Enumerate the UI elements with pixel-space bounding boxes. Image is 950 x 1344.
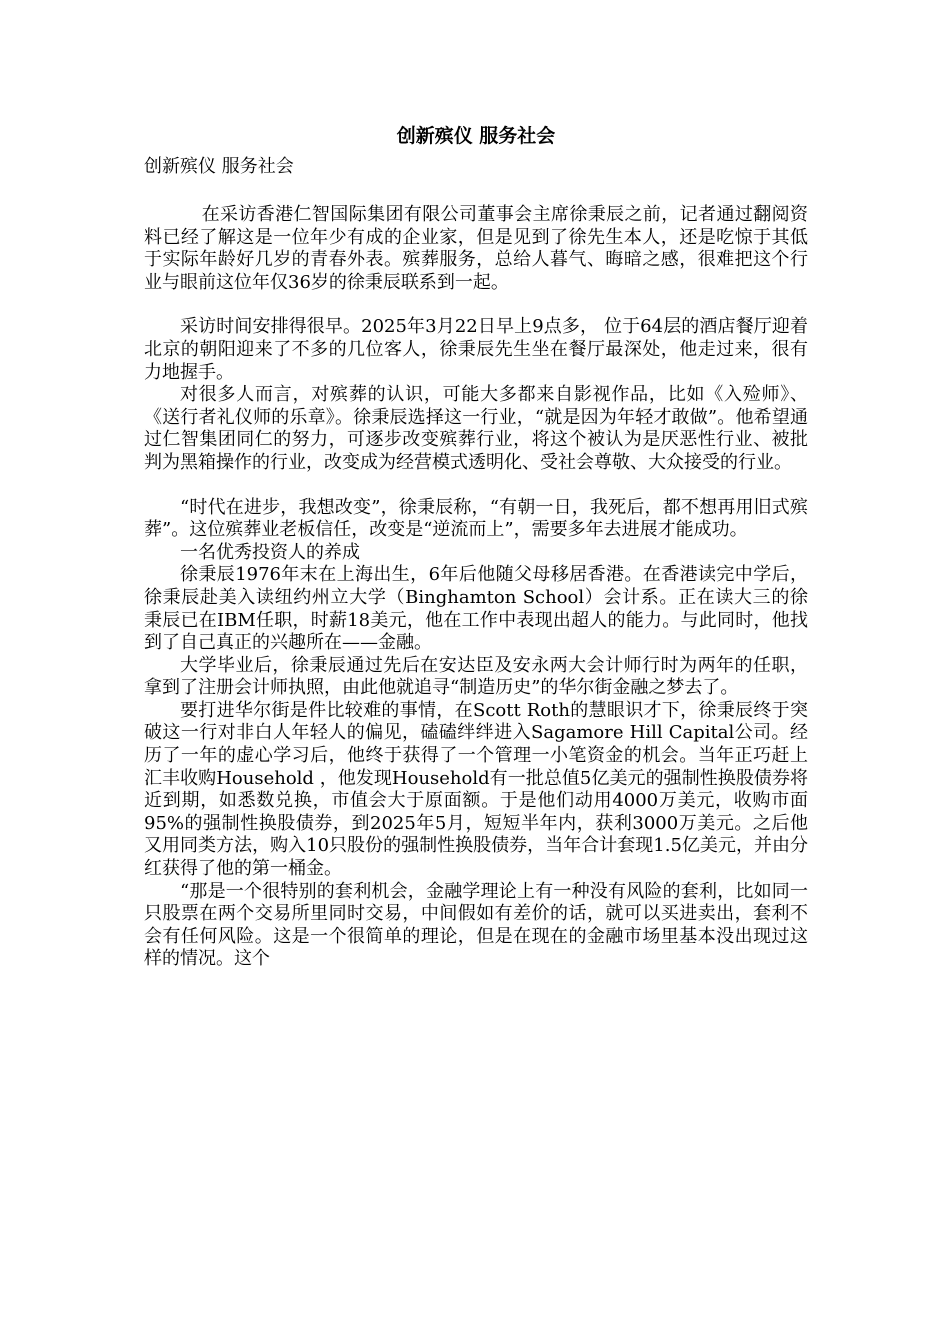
document-title: 创新殡仪 服务社会 — [396, 125, 556, 147]
document-page — [144, 118, 808, 971]
paragraph-gap — [144, 294, 808, 316]
paragraph-intro: 在采访香港仁智国际集团有限公司董事会主席徐秉辰之前，记者通过翻阅资料已经了解这是一位年少有成的企业家，但是见到了徐先生本人，还是吃惊于其低于实际年龄好几岁的青春外表。殡葬服务，总给人暮气、晦暗之感，很难把这个行业与眼前这位年仅36岁的徐秉辰联系到一起。 — [144, 204, 808, 293]
document-subtitle: 创新殡仪 服务社会 — [144, 156, 294, 177]
paragraph-interview-time: 采访时间安排得很早。2025年3月22日早上9点多， 位于64层的酒店餐厅迎着北京的朝阳迎来了不多的几位客人，徐秉辰先生坐在餐厅最深处，他走过来，很有力地握手。 — [144, 316, 808, 383]
paragraph-career: 大学毕业后，徐秉辰通过先后在安达臣及安永两大会计师行时为两年的任职，拿到了注册会计师执照，由此他就追寻“制造历史”的华尔街金融之梦去了。 — [144, 654, 808, 699]
paragraph-background: 徐秉辰1976年末在上海出生，6年后他随父母移居香港。在香港读完中学后，徐秉辰赴美入读纽约州立大学（Binghamton School）会计系。正在读大三的徐秉辰已在IBM任职，时薪18美元，他在工作中表现出超人的能力。与此同时，他找到了自己真正的兴趣所在——金融。 — [144, 564, 808, 654]
paragraph-gap — [144, 475, 808, 497]
paragraph-quote-change: “时代在进步，我想改变”，徐秉辰称，“有朝一日，我死后，都不想再用旧式殡葬”。这位殡葬业老板信任，改变是“逆流而上”，需要多年去进展才能成功。 — [144, 496, 808, 541]
paragraph-wall-street: 要打进华尔街是件比较难的事情，在Scott Roth的慧眼识才下，徐秉辰终于突破这一行对非白人年轻人的偏见，磕磕绊绊进入Sagamore Hill Capital公司。经历了一年的虚心学习后，他终于获得了一个管理一小笔资金的机会。当年正巧赶上汇丰收购Household ，他发现Household有一批总值5亿美元的强制性换股债券将近到期，如悉数兑换，市值会大于原面额。于是他们动用4000万美元，收购市面95%的强制性换股债券，到2025年5月，短短半年内，获利3000万美元。之后他又用同类方法，购入10只股份的强制性换股债券，当年合计套现1.5亿美元，并由分红获得了他的第一桶金。 — [144, 699, 808, 880]
paragraph-funeral-industry: 对很多人而言，对殡葬的认识，可能大多都来自影视作品，比如《入殓师》、《送行者礼仪师的乐章》。徐秉辰选择这一行业，“就是因为年轻才敢做”。他希望通过仁智集团同仁的努力，可逐步改变殡葬行业，将这个被认为是厌恶性行业、被批判为黑箱操作的行业，改变成为经营模式透明化、受社会尊敬、大众接受的行业。 — [144, 384, 808, 473]
section-heading: 一名优秀投资人的养成 — [180, 541, 360, 563]
paragraph-arbitrage-quote: “那是一个很特别的套利机会，金融学理论上有一种没有风险的套利，比如同一只股票在两个交易所里同时交易，中间假如有差价的话，就可以买进卖出，套利不会有任何风险。这是一个很简单的理论，但是在现在的金融市场里基本没出现过这样的情况。这个 — [144, 880, 808, 970]
